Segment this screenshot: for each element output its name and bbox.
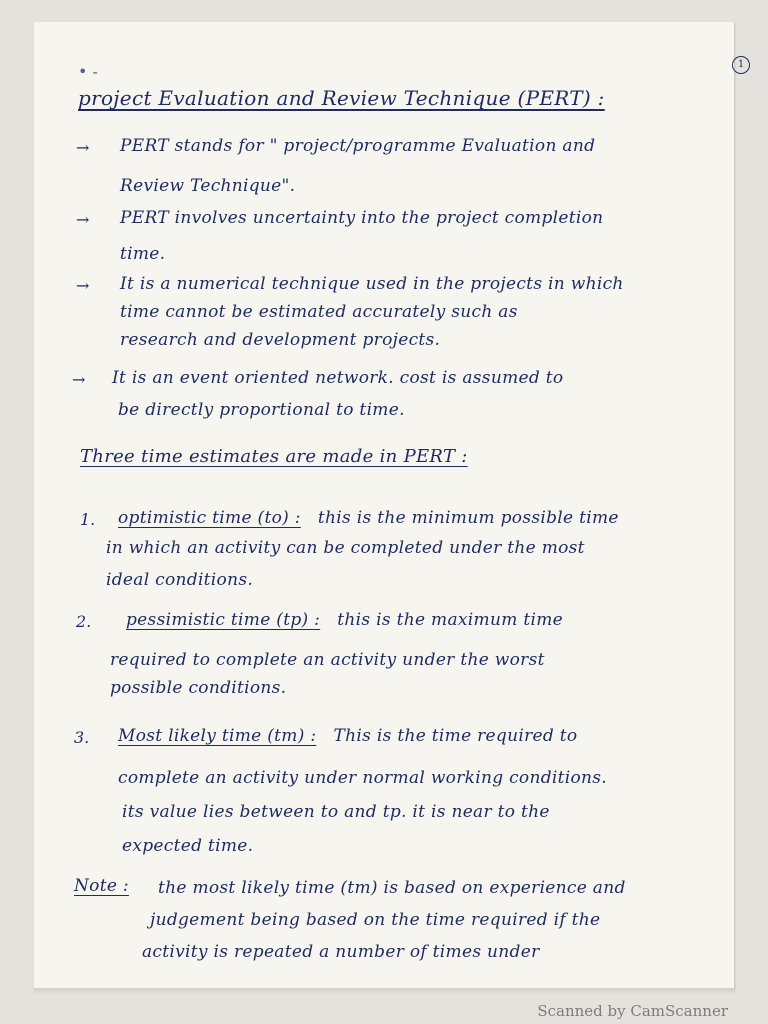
estimate-desc: this is the minimum possible time [317, 508, 619, 528]
item-number: 2. [76, 612, 92, 631]
bullet-4-line-2: be directly proportional to time. [118, 400, 405, 420]
estimate-2-line-1 [126, 610, 563, 630]
estimate-1-line-3: ideal conditions. [106, 570, 254, 590]
section-subheading: Three time estimates are made in PERT : [80, 446, 468, 467]
bullet-3-line-2: time cannot be estimated accurately such as [120, 302, 518, 322]
estimate-3-line-4: expected time. [122, 836, 254, 856]
estimate-1-line-1 [118, 508, 619, 528]
page-title: project Evaluation and Review Technique (PERT) : [78, 86, 605, 110]
estimate-2-line-2: required to complete an activity under the worst [110, 650, 545, 670]
bullet-3-line-1: It is a numerical technique used in the projects in which [120, 274, 624, 294]
estimate-term: optimistic time (to) : [118, 508, 301, 528]
estimate-1-line-2: in which an activity can be completed under the most [106, 538, 585, 558]
corner-scribble: • ‑ [78, 62, 98, 81]
bullet-2-line-1: PERT involves uncertainty into the project completion [120, 208, 604, 228]
paper-sheet [34, 22, 745, 990]
bullet-arrow: → [76, 210, 90, 229]
estimate-3-line-2: complete an activity under normal working conditions. [118, 768, 608, 788]
note-line-3: activity is repeated a number of times under [142, 942, 540, 962]
item-number: 1. [80, 510, 96, 529]
estimate-3-line-3: its value lies between to and tp. it is near to the [122, 802, 550, 822]
paper-edge [34, 988, 734, 994]
bullet-3-line-3: research and development projects. [120, 330, 441, 350]
estimate-term: pessimistic time (tp) : [126, 610, 321, 630]
estimate-desc: This is the time required to [333, 726, 578, 746]
note-label: Note : [74, 876, 129, 896]
bullet-arrow: → [76, 276, 90, 295]
item-number: 3. [74, 728, 90, 747]
estimate-2-line-3: possible conditions. [110, 678, 287, 698]
bullet-1-line-2: Review Technique". [120, 176, 296, 196]
estimate-desc: this is the maximum time [337, 610, 563, 630]
bullet-2-line-2: time. [120, 244, 166, 264]
bullet-arrow: → [76, 138, 90, 157]
scanner-watermark: Scanned by CamScanner [537, 1002, 728, 1020]
page-number: 1 [732, 56, 750, 74]
estimate-term: Most likely time (tm) : [118, 726, 317, 746]
note-line-1: the most likely time (tm) is based on experience and [158, 878, 626, 898]
note-line-2: judgement being based on the time required if the [150, 910, 601, 930]
bullet-1-line-1: PERT stands for " project/programme Evaluation and [120, 136, 596, 156]
estimate-3-line-1 [118, 726, 577, 746]
bullet-arrow: → [72, 370, 86, 389]
bullet-4-line-1: It is an event oriented network. cost is assumed to [112, 368, 564, 388]
